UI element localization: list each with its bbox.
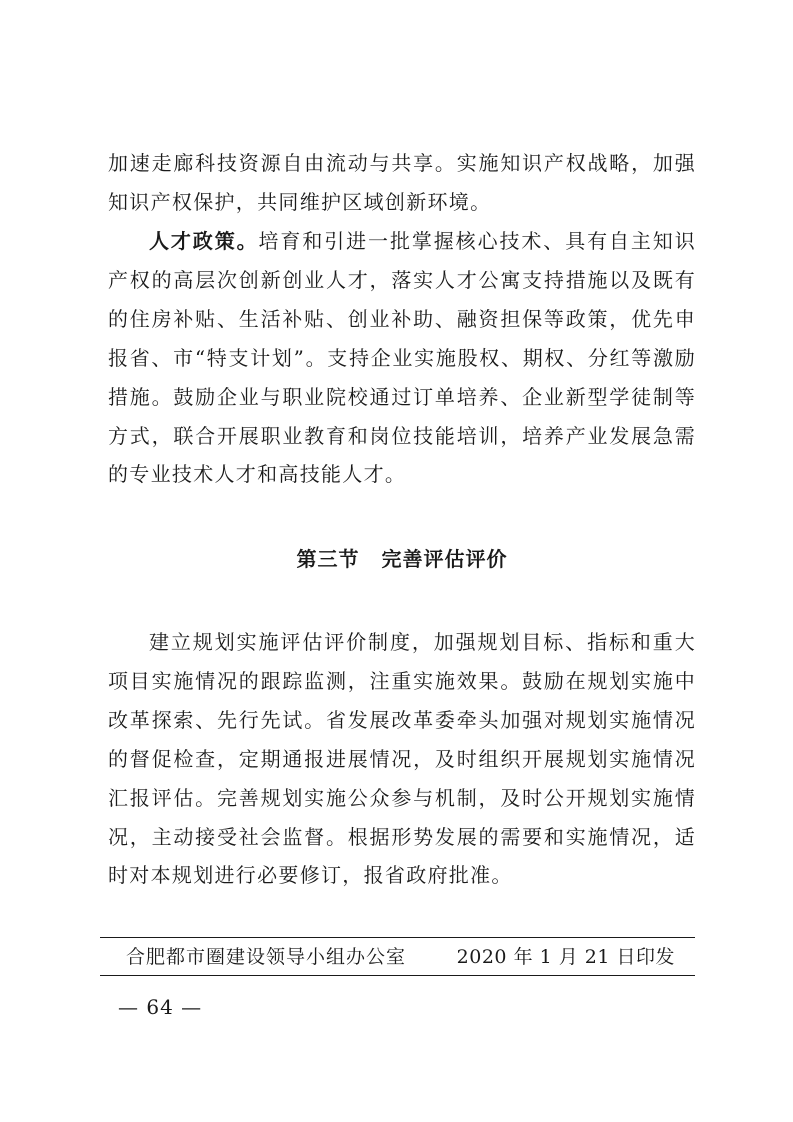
- section-heading: [108, 543, 696, 572]
- footer-issuer: 合肥都市圈建设领导小组办公室: [126, 946, 407, 968]
- paragraph-evaluation: 建立规划实施评估评价制度，加强规划目标、指标和重大项目实施情况的跟踪监测，注重实施效果。鼓励在规划实施中改革探索、先行先试。省发展改革委牵头加强对规划实施情况的督促检查，定期通报进展情况，及时组织开展规划实施情况汇报评估。完善规划实施公众参与机制，及时公开规划实施情况，主动接受社会监督。根据形势发展的需要和实施情况，适时对本规划进行必要修订，报省政府批准。: [108, 630, 696, 888]
- footer-rule-bottom: [100, 975, 695, 976]
- page-number: — 64 —: [118, 995, 203, 1019]
- footer-rule-top: [100, 937, 695, 938]
- footer-issue-date: 2020 年 1 月 21 日印发: [456, 946, 675, 968]
- talent-policy-lead: 人才政策。: [149, 229, 259, 253]
- paragraph-continuation: 加速走廊科技资源自由流动与共享。实施知识产权战略，加强知识产权保护，共同维护区域创新环境。: [108, 151, 696, 214]
- talent-policy-body: 培育和引进一批掌握核心技术、具有自主知识产权的高层次创新创业人才，落实人才公寓支持措施以及既有的住房补贴、生活补贴、创业补助、融资担保等政策，优先申报省、市“特支计划”。支持企业实施股权、期权、分红等激励措施。鼓励企业与职业院校通过订单培养、企业新型学徒制等方式，联合开展职业教育和岗位技能培训，培养产业发展急需的专业技术人才和高技能人才。: [108, 229, 697, 487]
- section-number: 第三节: [296, 547, 360, 571]
- section-title: 完善评估评价: [381, 547, 508, 571]
- paragraph-talent-policy: [108, 222, 696, 494]
